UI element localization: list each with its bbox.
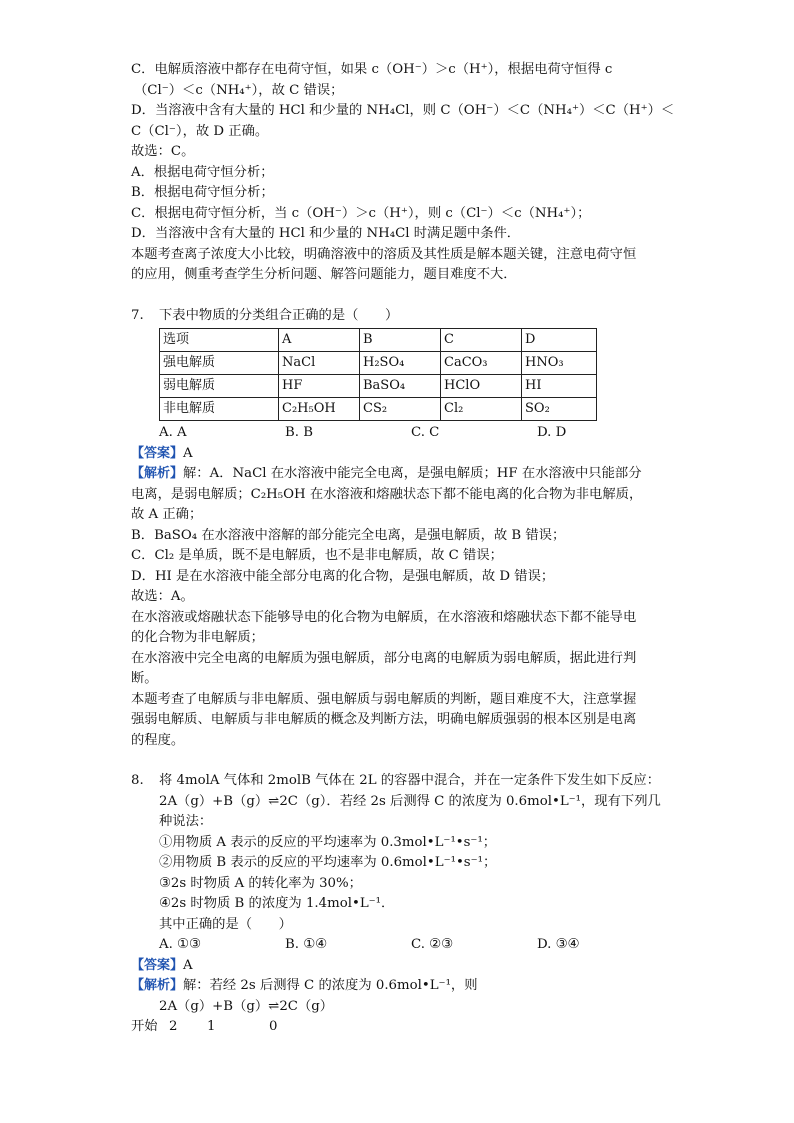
option-d: D. ③④ bbox=[537, 937, 580, 952]
question-number: 7. bbox=[131, 307, 144, 323]
option-c: C. ②③ bbox=[411, 937, 453, 952]
analysis-text: 解：若经 2s 后测得 C 的浓度为 0.6mol•L⁻¹，则 bbox=[183, 978, 478, 993]
start-label: 开始 bbox=[131, 1019, 158, 1034]
table-cell: SO₂ bbox=[522, 398, 597, 421]
text-line: 断。 bbox=[131, 671, 158, 686]
table-cell: 非电解质 bbox=[160, 398, 279, 421]
analysis-text: 解：A．NaCl 在水溶液中能完全电离，是强电解质；HF 在水溶液中只能部分 bbox=[183, 466, 642, 481]
text-line: 其中正确的是（ ） bbox=[159, 916, 292, 932]
table-cell: HNO₃ bbox=[522, 352, 597, 375]
classification-table bbox=[159, 328, 597, 421]
text-line: 在水溶液或熔融状态下能够导电的化合物为电解质，在水溶液和熔融状态下都不能导电 bbox=[131, 609, 637, 625]
text-line: 的应用，侧重考查学生分析问题、解答问题能力，题目难度不大． bbox=[131, 267, 517, 282]
text-line: B．根据电荷守恒分析； bbox=[131, 185, 274, 200]
text-line: 故选：C。 bbox=[131, 144, 195, 159]
text-line: C．Cl₂ 是单质，既不是电解质，也不是非电解质，故 C 错误； bbox=[131, 548, 503, 563]
text-line: A．根据电荷守恒分析； bbox=[131, 164, 274, 180]
text-line: 在水溶液中完全电离的电解质为强电解质，部分电离的电解质为弱电解质，据此进行判 bbox=[131, 650, 637, 666]
text-line: ④2s 时物质 B 的浓度为 1.4mol•L⁻¹． bbox=[159, 896, 395, 911]
analysis-tag: 【解析】 bbox=[131, 466, 184, 481]
answer-tag: 【答案】 bbox=[131, 445, 184, 461]
text-line: C（Cl⁻），故 D 正确。 bbox=[131, 123, 269, 139]
table-cell: CaCO₃ bbox=[441, 352, 522, 375]
answer-tag: 【答案】 bbox=[131, 957, 184, 973]
page-content bbox=[131, 60, 675, 1038]
option-a: A. A bbox=[159, 425, 187, 440]
text-line: ③2s 时物质 A 的转化率为 30%； bbox=[159, 875, 362, 891]
text-line: 电离，是弱电解质；C₂H₅OH 在水溶液和熔融状态下都不能电离的化合物为非电解质， bbox=[131, 486, 643, 502]
answer-value: A bbox=[183, 957, 193, 973]
table-cell: HI bbox=[522, 375, 597, 398]
table-row bbox=[160, 398, 597, 421]
start-value-b: 1 bbox=[207, 1019, 216, 1034]
table-cell: 选项 bbox=[160, 329, 279, 352]
answer-options bbox=[131, 423, 671, 444]
table-cell: D bbox=[522, 329, 597, 352]
table-cell: H₂SO₄ bbox=[360, 352, 441, 375]
table-cell: A bbox=[279, 329, 360, 352]
table-cell: C₂H₅OH bbox=[279, 398, 360, 421]
table-cell: HClO bbox=[441, 375, 522, 398]
text-line: 强弱电解质、电解质与非电解质的概念及判断方法，明确电解质强弱的根本区别是电离 bbox=[131, 712, 637, 727]
reaction-equation: 2A（g）+B（g）⇌2C（g） bbox=[159, 998, 334, 1014]
question-7 bbox=[131, 306, 671, 752]
table-cell: B bbox=[360, 329, 441, 352]
question-stem: 下表中物质的分类组合正确的是（ ） bbox=[159, 307, 399, 323]
start-row bbox=[131, 1017, 671, 1038]
question-8 bbox=[131, 771, 671, 1038]
start-value-c: 0 bbox=[269, 1019, 278, 1034]
text-line: 2A（g）+B（g）⇌2C（g）．若经 2s 后测得 C 的浓度为 0.6mol•L⁻¹，现有下列几 bbox=[159, 793, 661, 809]
text-line: D．当溶液中含有大量的 HCl 和少量的 NH₄Cl 时满足题中条件． bbox=[131, 226, 521, 241]
text-line: ①用物质 A 表示的反应的平均速率为 0.3mol•L⁻¹•s⁻¹； bbox=[159, 834, 497, 850]
table-cell: 强电解质 bbox=[160, 352, 279, 375]
start-value-a: 2 bbox=[169, 1019, 178, 1034]
q6-analysis-tail bbox=[131, 60, 675, 286]
text-line: C．根据电荷守恒分析，当 c（OH⁻）＞c（H⁺），则 c（Cl⁻）＜c（NH₄⁺）； bbox=[131, 205, 591, 221]
option-c: C. C bbox=[411, 425, 440, 440]
text-line: 故 A 正确； bbox=[131, 507, 203, 522]
text-line: 的化合物为非电解质； bbox=[131, 630, 264, 645]
table-row bbox=[160, 375, 597, 398]
question-number: 8. bbox=[131, 773, 144, 788]
table-row bbox=[160, 329, 597, 352]
option-d: D. D bbox=[537, 425, 567, 440]
answer-value: A bbox=[183, 445, 193, 461]
text-line: 种说法： bbox=[159, 814, 213, 829]
text-line: 故选：A。 bbox=[131, 589, 194, 604]
text-line: 本题考查离子浓度大小比较，明确溶液中的溶质及其性质是解本题关键，注意电荷守恒 bbox=[131, 246, 637, 262]
answer-options bbox=[131, 935, 671, 956]
option-a: A. ①③ bbox=[159, 937, 201, 952]
table-cell: 弱电解质 bbox=[160, 375, 279, 398]
question-stem: 将 4molA 气体和 2molB 气体在 2L 的容器中混合，并在一定条件下发生如下反应： bbox=[159, 773, 660, 788]
table-cell: Cl₂ bbox=[441, 398, 522, 421]
text-line: 的程度。 bbox=[131, 732, 185, 748]
option-b: B. B bbox=[285, 425, 313, 440]
table-cell: HF bbox=[279, 375, 360, 398]
table-cell: CS₂ bbox=[360, 398, 441, 421]
text-line: C．电解质溶液中都存在电荷守恒，如果 c（OH⁻）＞c（H⁺），根据电荷守恒得 c bbox=[131, 62, 613, 77]
text-line: D．HI 是在水溶液中能全部分电离的化合物，是强电解质，故 D 错误； bbox=[131, 568, 555, 584]
text-line: 本题考查了电解质与非电解质、强电解质与弱电解质的判断，题目难度不大，注意掌握 bbox=[131, 691, 637, 707]
analysis-tag: 【解析】 bbox=[131, 978, 184, 993]
text-line: D．当溶液中含有大量的 HCl 和少量的 NH₄Cl，则 C（OH⁻）＜C（NH₄⁺）＜C（H⁺）＜ bbox=[131, 103, 675, 118]
table-cell: C bbox=[441, 329, 522, 352]
table-row bbox=[160, 352, 597, 375]
table-cell: BaSO₄ bbox=[360, 375, 441, 398]
table-cell: NaCl bbox=[279, 352, 360, 375]
text-line: （Cl⁻）＜c（NH₄⁺），故 C 错误； bbox=[134, 82, 344, 98]
text-line: B．BaSO₄ 在水溶液中溶解的部分能完全电离，是强电解质，故 B 错误； bbox=[131, 527, 566, 543]
text-line: ②用物质 B 表示的反应的平均速率为 0.6mol•L⁻¹•s⁻¹； bbox=[159, 855, 497, 870]
option-b: B. ①④ bbox=[285, 937, 328, 952]
